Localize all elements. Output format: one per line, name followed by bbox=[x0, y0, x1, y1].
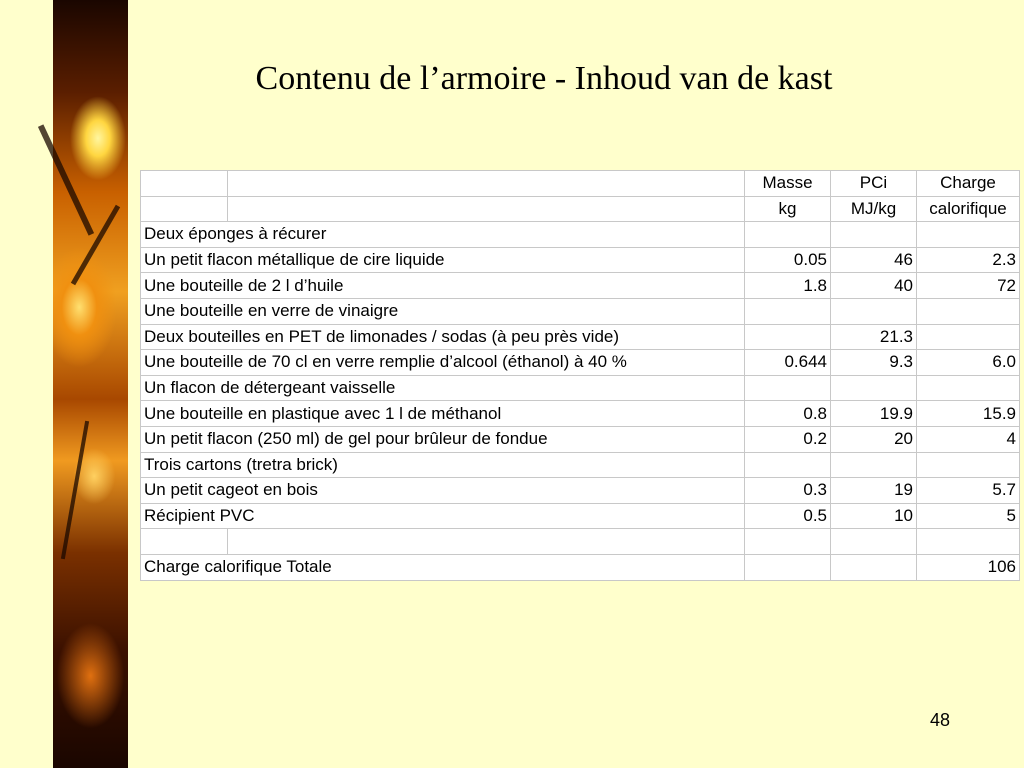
item-label: Deux éponges à récurer bbox=[141, 222, 745, 248]
pci-value: 19 bbox=[831, 478, 917, 504]
table-row bbox=[141, 401, 1020, 427]
page-number: 48 bbox=[930, 710, 951, 730]
slide-title: Contenu de l’armoire - Inhoud van de kast bbox=[255, 60, 833, 97]
masse-value: 1.8 bbox=[745, 273, 831, 299]
total-row bbox=[141, 554, 1020, 580]
empty-cell bbox=[141, 196, 228, 222]
masse-value: 0.5 bbox=[745, 503, 831, 529]
charge-value bbox=[917, 375, 1020, 401]
contents-table bbox=[140, 170, 1020, 581]
item-label: Une bouteille en plastique avec 1 l de méthanol bbox=[141, 401, 745, 427]
col-header-masse: Masse bbox=[745, 171, 831, 197]
masse-value bbox=[745, 222, 831, 248]
empty-cell bbox=[745, 554, 831, 580]
empty-cell bbox=[831, 529, 917, 555]
table-row bbox=[141, 452, 1020, 478]
masse-value: 0.644 bbox=[745, 350, 831, 376]
empty-row bbox=[141, 529, 1020, 555]
item-label: Une bouteille de 70 cl en verre remplie d’alcool (éthanol) à 40 % bbox=[141, 350, 745, 376]
table-row bbox=[141, 426, 1020, 452]
total-value: 106 bbox=[917, 554, 1020, 580]
empty-cell bbox=[141, 529, 228, 555]
masse-value: 0.3 bbox=[745, 478, 831, 504]
charge-value: 5.7 bbox=[917, 478, 1020, 504]
item-label: Un petit flacon (250 ml) de gel pour brûleur de fondue bbox=[141, 426, 745, 452]
header-row-units bbox=[141, 196, 1020, 222]
pci-value bbox=[831, 222, 917, 248]
table-row bbox=[141, 478, 1020, 504]
table-row bbox=[141, 222, 1020, 248]
masse-value: 0.05 bbox=[745, 247, 831, 273]
pci-value: 10 bbox=[831, 503, 917, 529]
empty-cell bbox=[228, 171, 745, 197]
masse-value: 0.8 bbox=[745, 401, 831, 427]
pci-value: 40 bbox=[831, 273, 917, 299]
charge-value: 2.3 bbox=[917, 247, 1020, 273]
empty-cell bbox=[141, 171, 228, 197]
item-label: Deux bouteilles en PET de limonades / sodas (à peu près vide) bbox=[141, 324, 745, 350]
pci-value: 46 bbox=[831, 247, 917, 273]
table-row bbox=[141, 503, 1020, 529]
charge-value bbox=[917, 222, 1020, 248]
unit-pci: MJ/kg bbox=[831, 196, 917, 222]
pci-value bbox=[831, 375, 917, 401]
table-row bbox=[141, 375, 1020, 401]
unit-masse: kg bbox=[745, 196, 831, 222]
masse-value bbox=[745, 324, 831, 350]
charge-value: 15.9 bbox=[917, 401, 1020, 427]
charge-value bbox=[917, 452, 1020, 478]
item-label: Récipient PVC bbox=[141, 503, 745, 529]
masse-value bbox=[745, 375, 831, 401]
item-label: Un petit cageot en bois bbox=[141, 478, 745, 504]
charge-value bbox=[917, 324, 1020, 350]
masse-value: 0.2 bbox=[745, 426, 831, 452]
pci-value: 9.3 bbox=[831, 350, 917, 376]
table-row bbox=[141, 247, 1020, 273]
col-header-charge: Charge bbox=[917, 171, 1020, 197]
empty-cell bbox=[228, 196, 745, 222]
decorative-fire-image bbox=[53, 0, 128, 768]
table-row bbox=[141, 273, 1020, 299]
empty-cell bbox=[228, 529, 745, 555]
charge-value: 4 bbox=[917, 426, 1020, 452]
item-label: Un flacon de détergeant vaisselle bbox=[141, 375, 745, 401]
unit-charge: calorifique bbox=[917, 196, 1020, 222]
empty-cell bbox=[917, 529, 1020, 555]
charge-value bbox=[917, 298, 1020, 324]
header-row bbox=[141, 171, 1020, 197]
masse-value bbox=[745, 452, 831, 478]
empty-cell bbox=[831, 554, 917, 580]
empty-cell bbox=[745, 529, 831, 555]
table-row bbox=[141, 350, 1020, 376]
charge-value: 5 bbox=[917, 503, 1020, 529]
table-row bbox=[141, 298, 1020, 324]
table-row bbox=[141, 324, 1020, 350]
total-label: Charge calorifique Totale bbox=[141, 554, 745, 580]
item-label: Une bouteille de 2 l d’huile bbox=[141, 273, 745, 299]
pci-value bbox=[831, 452, 917, 478]
charge-value: 6.0 bbox=[917, 350, 1020, 376]
masse-value bbox=[745, 298, 831, 324]
item-label: Une bouteille en verre de vinaigre bbox=[141, 298, 745, 324]
col-header-pci: PCi bbox=[831, 171, 917, 197]
pci-value: 19.9 bbox=[831, 401, 917, 427]
pci-value: 21.3 bbox=[831, 324, 917, 350]
pci-value bbox=[831, 298, 917, 324]
pci-value: 20 bbox=[831, 426, 917, 452]
item-label: Trois cartons (tretra brick) bbox=[141, 452, 745, 478]
charge-value: 72 bbox=[917, 273, 1020, 299]
item-label: Un petit flacon métallique de cire liquide bbox=[141, 247, 745, 273]
